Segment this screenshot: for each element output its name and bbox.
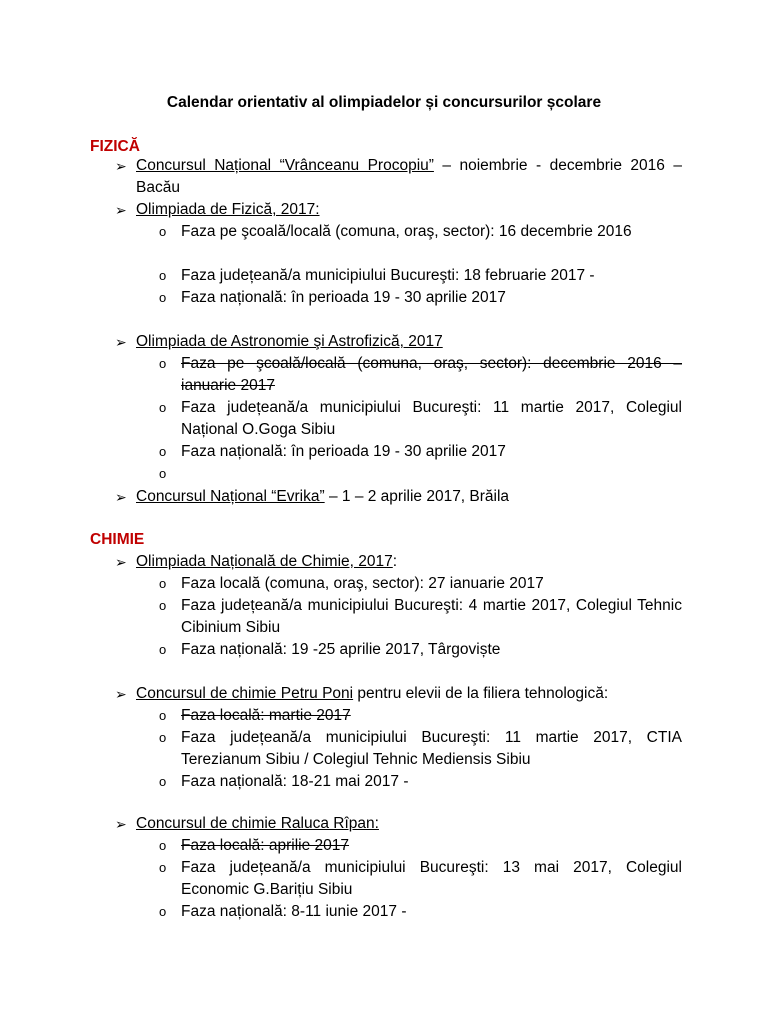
sub-item-text: Faza pe şcoală/locală (comuna, oraş, sector): 16 decembrie 2016 [181,223,632,240]
section-heading-fizica: FIZICĂ [90,138,140,155]
circle-bullet-icon: o [159,356,167,371]
circle-bullet-icon: o [159,904,167,919]
circle-bullet-icon: o [159,444,167,459]
circle-bullet-icon: o [159,290,167,305]
circle-bullet-icon: o [159,838,167,853]
arrow-bullet-icon: ➢ [115,489,127,505]
item-link[interactable]: Olimpiada de Fizică, 2017: [136,201,320,218]
sub-item-text: Faza națională: 18-21 mai 2017 - [181,773,409,790]
arrow-bullet-icon: ➢ [115,334,127,350]
item-text: – 1 – 2 aprilie 2017, Brăila [324,488,510,505]
sub-item-text: Faza locală: martie 2017 [181,707,351,724]
sub-item-text: Faza județeană/a municipiului Bucureşti: 4 martie 2017, Colegiul Tehnic Cibinium Sibiu [181,597,682,636]
arrow-bullet-icon: ➢ [115,816,127,832]
sub-item-text: Faza națională: în perioada 19 - 30 aprilie 2017 [181,443,506,460]
circle-bullet-icon: o [159,730,167,745]
item-text: : [392,553,398,570]
sub-item-text: Faza locală: aprilie 2017 [181,837,350,854]
sub-item-text: Faza județeană/a municipiului Bucureşti: 11 martie 2017, CTIA Terezianum Sibiu / Colegiul Tehnic Mediensis Sibiu [181,729,682,768]
item-text: – noiembrie - decembrie 2016 – Bacău [136,157,682,196]
circle-bullet-icon: o [159,224,167,239]
section-heading-chimie: CHIMIE [90,531,145,548]
sub-item-text: Faza pe şcoală/locală (comuna, oraş, sector): decembrie 2016 – ianuarie 2017 [181,355,682,394]
sub-item-text: Faza națională: în perioada 19 - 30 aprilie 2017 [181,289,506,306]
sub-item-text: Faza națională: 19 -25 aprilie 2017, Târgoviște [181,641,501,658]
arrow-bullet-icon: ➢ [115,686,127,702]
page-title: Calendar orientativ al olimpiadelor și concursurilor școlare [166,94,602,111]
sub-item-text: Faza națională: 8-11 iunie 2017 - [181,903,407,920]
circle-bullet-icon: o [159,268,167,283]
circle-bullet-icon: o [159,860,167,875]
item-link[interactable]: Olimpiada de Astronomie şi Astrofizică, 2017 [136,333,443,350]
arrow-bullet-icon: ➢ [115,554,127,570]
circle-bullet-icon: o [159,708,167,723]
circle-bullet-icon: o [159,466,167,481]
sub-item-text: Faza județeană/a municipiului Bucureşti: 13 mai 2017, Colegiul Economic G.Barițiu Sibiu [181,859,682,898]
sub-item-text: Faza județeană/a municipiului Bucureşti: 11 martie 2017, Colegiul Național O.Goga Sibiu [181,399,682,438]
circle-bullet-icon: o [159,400,167,415]
circle-bullet-icon: o [159,642,167,657]
item-link[interactable]: Concursul de chimie Raluca Rîpan: [136,815,379,832]
sub-item-text: Faza județeană/a municipiului Bucureşti: 18 februarie 2017 - [181,267,595,284]
arrow-bullet-icon: ➢ [115,202,127,218]
circle-bullet-icon: o [159,598,167,613]
item-link[interactable]: Concursul de chimie Petru Poni [136,685,354,702]
sub-item-text: Faza locală (comuna, oraş, sector): 27 ianuarie 2017 [181,575,544,592]
item-link[interactable]: Olimpiada Națională de Chimie, 2017 [136,553,393,570]
circle-bullet-icon: o [159,576,167,591]
circle-bullet-icon: o [159,774,167,789]
item-text: pentru elevii de la filiera tehnologică: [353,685,609,702]
item-link[interactable]: Concursul Național “Evrika” [136,488,325,505]
item-link[interactable]: Concursul Național “Vrânceanu Procopiu” [136,157,434,174]
arrow-bullet-icon: ➢ [115,158,127,174]
